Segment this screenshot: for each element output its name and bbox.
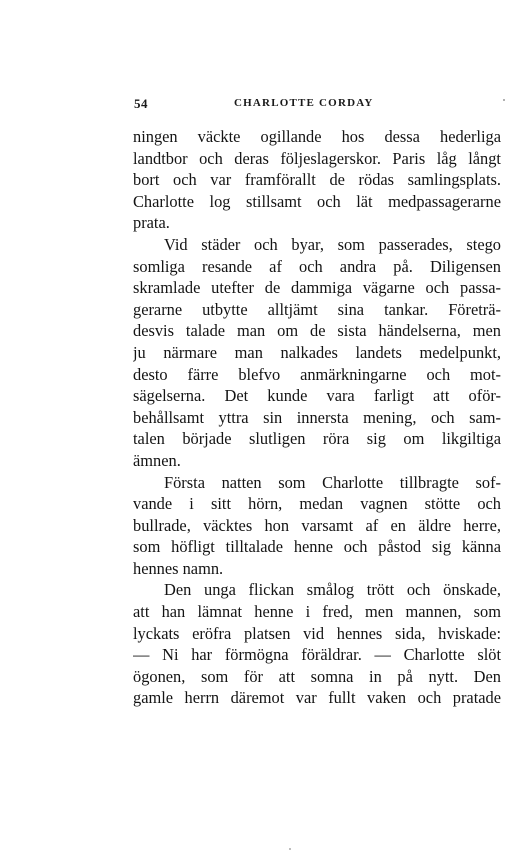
text-line: ämnen. [133,450,181,470]
text-line: bullrade, väcktes hon varsamt af en äldre herre, [133,515,501,535]
text-line: — Ni har förmögna föräldrar. — Charlotte slöt [133,645,501,665]
text-line: skramlade utefter de dammiga vägarne och passa- [133,278,501,298]
text-line: Den unga flickan smålog trött och önskade, [164,580,501,600]
text-line: desvis talade man om de sista händelserna, men [133,321,501,341]
text-line: vande i sitt hörn, medan vagnen stötte och [133,494,501,514]
text-line: hennes namn. [133,558,224,578]
page-header [134,96,502,116]
text-line: behållsamt yttra sin innersta mening, och sam- [133,407,501,427]
text-line: ögonen, som för att somna in på nytt. Den [133,666,501,686]
text-line: sägelserna. Det kunde vara farligt att oför- [133,386,501,406]
text-line: ningen väckte ogillande hos dessa hederliga [133,127,501,146]
text-line: Första natten som Charlotte tillbragte sof- [164,472,501,492]
running-title: CHARLOTTE CORDAY [234,97,374,109]
text-line: gerarne utbytte alltjämt sina tankar. Företrä- [133,299,501,319]
print-speck [503,99,505,101]
text-line: lyckats eröfra platsen vid hennes sida, hviskade: [133,623,501,643]
text-line: ju närmare man nalkades landets medelpunkt, [133,342,501,362]
text-line: Charlotte log stillsamt och lät medpassagerarne [133,191,501,211]
text-line: Vid städer och byar, som passerades, stego [164,234,501,254]
text-line: som höfligt tilltalade henne och påstod sig känna [133,537,501,557]
print-speck-bottom [289,848,291,850]
text-line: att han lämnat henne i fred, men mannen, som [133,602,501,622]
text-line: gamle herrn däremot var fullt vaken och pratade [133,688,501,708]
text-line: desto färre blefvo anmärkningarne och mot- [133,364,501,384]
text-line: bort och var framförallt de rödas samlingsplats. [133,170,501,190]
page-number: 54 [134,96,148,111]
body-text [133,126,501,709]
text-line: landtbor och deras följeslagerskor. Paris låg långt [133,148,501,168]
text-line: somliga resande af och andra på. Diligensen [133,256,501,276]
text-line: prata. [133,213,170,233]
text-line: talen började slutligen röra sig om likgiltiga [133,429,501,449]
